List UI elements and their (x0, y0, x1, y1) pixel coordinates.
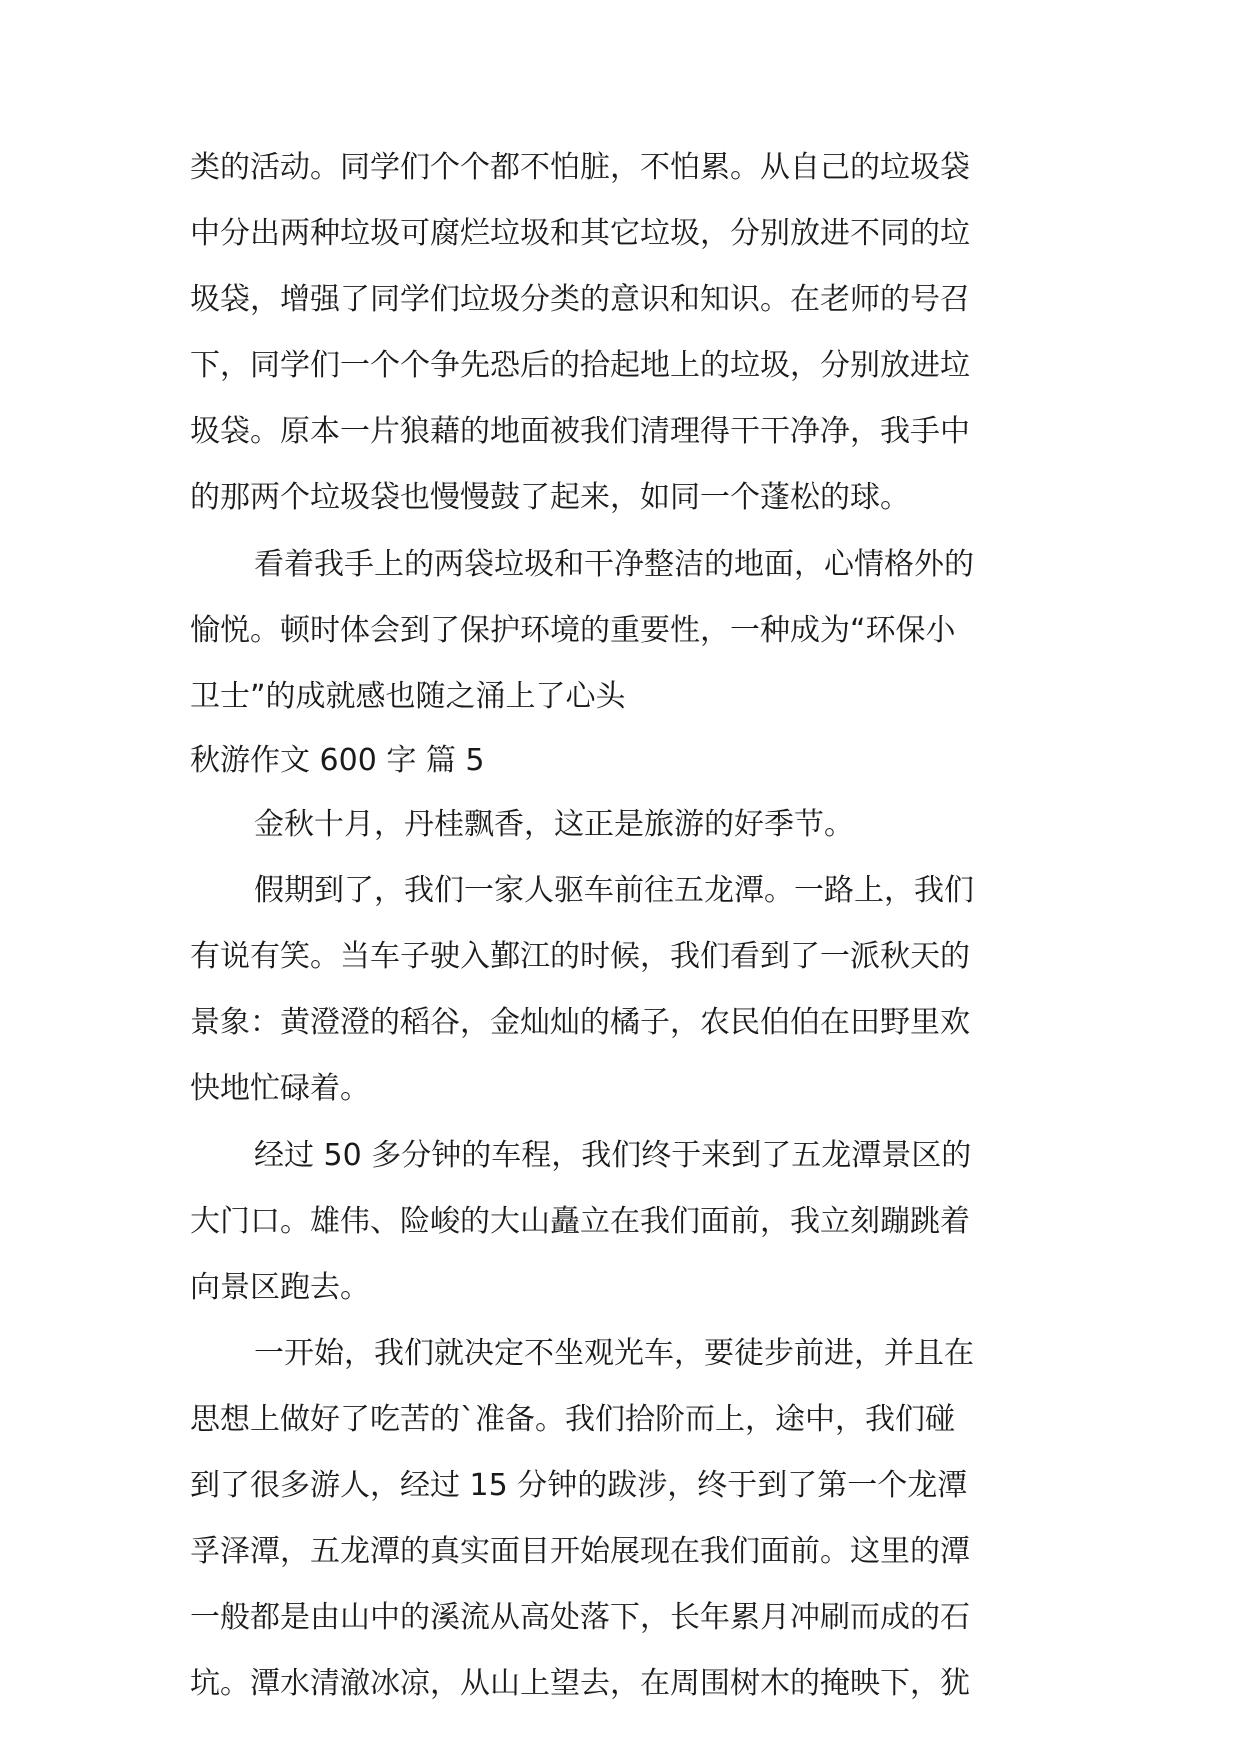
text-line: 的那两个垃圾袋也慢慢鼓了起来，如同一个蓬松的球。 (190, 480, 910, 515)
text-line: 金秋十月，丹桂飘香，这正是旅游的好季节。 (254, 807, 854, 842)
text-line: 圾袋，增强了同学们垃圾分类的意识和知识。在老师的号召 (190, 282, 970, 317)
text-line: 卫士”的成就感也随之涌上了心头 (190, 679, 626, 714)
text-line: 孚泽潭，五龙潭的真实面目开始展现在我们面前。这里的潭 (190, 1534, 970, 1569)
text-line: 思想上做好了吃苦的`准备。我们拾阶而上，途中，我们碰 (190, 1402, 955, 1437)
text-line: 有说有笑。当车子驶入鄞江的时候，我们看到了一派秋天的 (190, 939, 970, 974)
text-line: 愉悦。顿时体会到了保护环境的重要性，一种成为“环保小 (190, 613, 956, 648)
text-line: 经过 50 多分钟的车程，我们终于来到了五龙潭景区的 (254, 1138, 972, 1173)
text-line: 坑。潭水清澈冰凉，从山上望去，在周围树木的掩映下，犹 (190, 1666, 970, 1701)
text-line: 快地忙碌着。 (190, 1071, 370, 1106)
text-line: 下，同学们一个个争先恐后的拾起地上的垃圾，分别放进垃 (190, 348, 970, 383)
text-line: 圾袋。原本一片狼藉的地面被我们清理得干干净净，我手中 (190, 414, 970, 449)
text-line: 到了很多游人，经过 15 分钟的跋涉，终于到了第一个龙潭 (190, 1468, 968, 1503)
text-line: 景象：黄澄澄的稻谷，金灿灿的橘子，农民伯伯在田野里欢 (190, 1005, 970, 1040)
text-line: 大门口。雄伟、险峻的大山矗立在我们面前，我立刻蹦跳着 (190, 1204, 970, 1239)
text-line: 中分出两种垃圾可腐烂垃圾和其它垃圾，分别放进不同的垃 (190, 216, 970, 251)
text-line: 一开始，我们就决定不坐观光车，要徒步前进，并且在 (254, 1336, 974, 1371)
section-heading: 秋游作文 600 字 篇 5 (190, 743, 485, 778)
text-line: 看着我手上的两袋垃圾和干净整洁的地面，心情格外的 (254, 547, 974, 582)
text-line: 假期到了，我们一家人驱车前往五龙潭。一路上，我们 (254, 873, 974, 908)
text-line: 一般都是由山中的溪流从高处落下，长年累月冲刷而成的石 (190, 1600, 970, 1635)
text-line: 向景区跑去。 (190, 1270, 370, 1305)
text-line: 类的活动。同学们个个都不怕脏，不怕累。从自己的垃圾袋 (190, 150, 970, 185)
